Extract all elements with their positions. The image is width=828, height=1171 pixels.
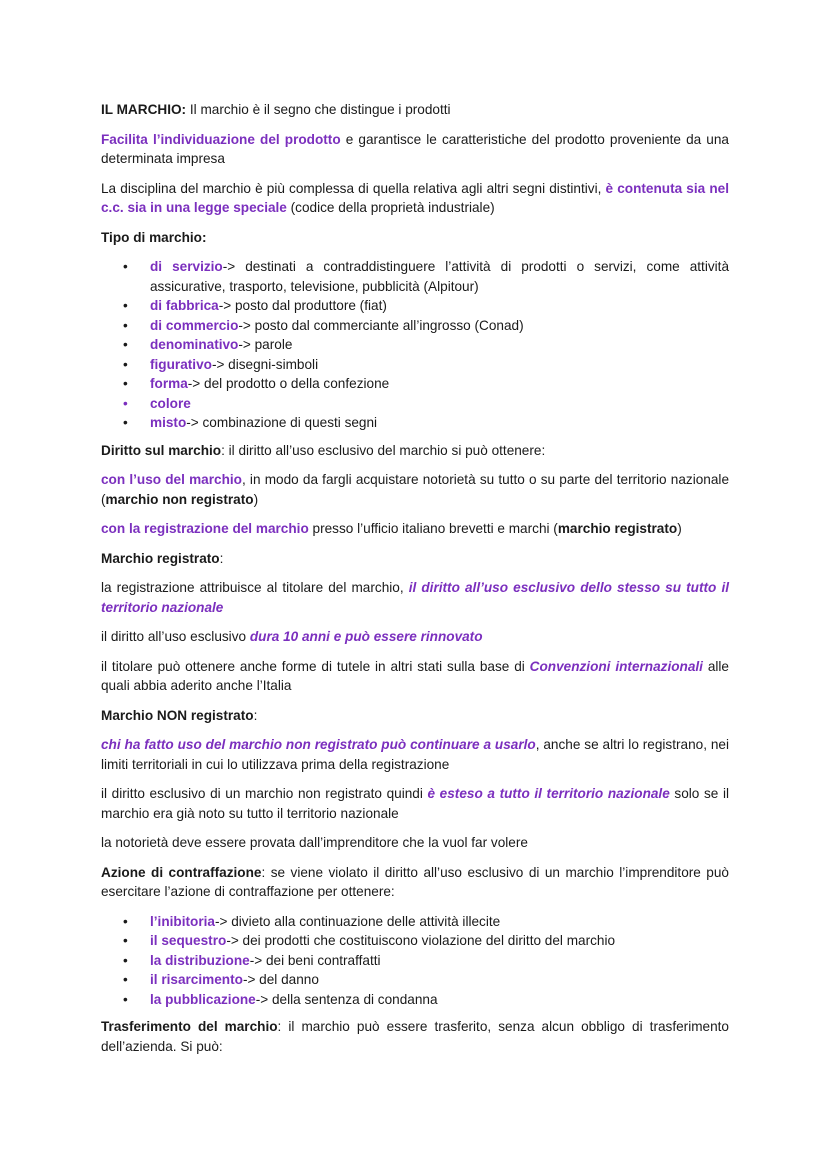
list-item: • denominativo-> parole (101, 335, 729, 355)
intro-term: IL MARCHIO: (101, 102, 187, 117)
list-item: • la distribuzione-> dei beni contraffatti (101, 951, 729, 971)
tipo-heading: Tipo di marchio: (101, 229, 207, 245)
bullet-icon: • (123, 376, 128, 391)
bullet-icon: • (123, 337, 128, 352)
bullet-icon: • (123, 913, 128, 929)
azione-paragraph: Azione di contraffazione: se viene violato il diritto all’uso esclusivo di un marchio l’imprenditore può esercitare l’azione di contraffazione per ottenere: (101, 864, 729, 899)
list-item: • la pubblicazione-> della sentenza di condanna (101, 990, 729, 1010)
bullet-icon: • (123, 972, 128, 987)
nonreg-p2: il diritto esclusivo di un marchio non registrato quindi è esteso a tutto il territorio nazionale solo se il marchio era già noto su tutto il territorio nazionale (101, 786, 729, 821)
azioni-list (101, 912, 729, 1010)
registrato-p3: il titolare può ottenere anche forme di tutele in altri stati sulla base di Convenzioni internazionali alle quali abbia aderito anche l’Italia (101, 658, 729, 693)
bullet-icon: • (123, 317, 128, 333)
uso-paragraph: con l’uso del marchio, in modo da fargli acquistare notorietà su tutto o su parte del territorio nazionale (marchio non registrato) (101, 472, 729, 507)
list-item: • di commercio-> posto dal commerciante all’ingrosso (Conad) (101, 316, 729, 336)
list-item: • di fabbrica-> posto dal produttore (fiat) (101, 296, 729, 316)
document-page (101, 100, 729, 1066)
nonreg-heading: Marchio NON registrato: (101, 707, 258, 723)
nonreg-p1: chi ha fatto uso del marchio non registrato può continuare a usarlo, anche se altri lo registrano, nei limiti territoriali in cui lo utilizzava prima della registrazione (101, 737, 730, 772)
bullet-icon: • (123, 259, 128, 274)
list-item: • il sequestro-> dei prodotti che costituiscono violazione del diritto del marchio (101, 931, 729, 951)
list-item: • di servizio-> destinati a contraddistinguere l’attività di prodotti o servizi, come attività assicurative, trasporto, televisione, pubblicità (Alpitour) (123, 259, 730, 294)
bullet-icon: • (123, 991, 128, 1007)
list-item: • misto-> combinazione di questi segni (101, 413, 729, 433)
intro-paragraph: IL MARCHIO: Il marchio è il segno che distingue i prodotti (101, 102, 451, 117)
bullet-icon: • (123, 395, 128, 411)
tipi-list (101, 257, 729, 433)
list-item: • forma-> del prodotto o della confezione (101, 374, 729, 394)
bullet-icon: • (123, 415, 128, 430)
registrazione-paragraph: con la registrazione del marchio presso l’ufficio italiano brevetti e marchi (marchio registrato) (101, 521, 682, 536)
disciplina-paragraph: La disciplina del marchio è più complessa di quella relativa agli altri segni distintivi, è contenuta sia nel c.c. sia in una legge speciale (codice della proprietà industriale) (101, 180, 729, 215)
bullet-icon: • (123, 298, 128, 313)
list-item: • l’inibitoria-> divieto alla continuazione delle attività illecite (101, 912, 729, 932)
list-item: • colore (101, 394, 729, 414)
trasferimento-paragraph: Trasferimento del marchio: il marchio può essere trasferito, senza alcun obbligo di trasferimento dell’azienda. Si può: (101, 1019, 729, 1054)
facilita-paragraph: Facilita l’individuazione del prodotto e garantisce le caratteristiche del prodotto proveniente da una determinata impresa (101, 131, 729, 166)
registrato-p2: il diritto all’uso esclusivo dura 10 anni e può essere rinnovato (101, 629, 483, 644)
nonreg-p3: la notorietà deve essere provata dall’imprenditore che la vuol far volere (101, 835, 528, 850)
list-item: • figurativo-> disegni-simboli (101, 355, 729, 375)
registrato-heading: Marchio registrato: (101, 550, 224, 566)
bullet-icon: • (123, 933, 128, 948)
registrato-p1: la registrazione attribuisce al titolare del marchio, il diritto all’uso esclusivo dello stesso su tutto il territorio nazionale (101, 580, 729, 615)
bullet-icon: • (123, 952, 128, 968)
diritto-paragraph: Diritto sul marchio: il diritto all’uso esclusivo del marchio si può ottenere: (101, 442, 546, 458)
bullet-icon: • (123, 356, 128, 372)
list-item: • il risarcimento-> del danno (101, 970, 729, 990)
